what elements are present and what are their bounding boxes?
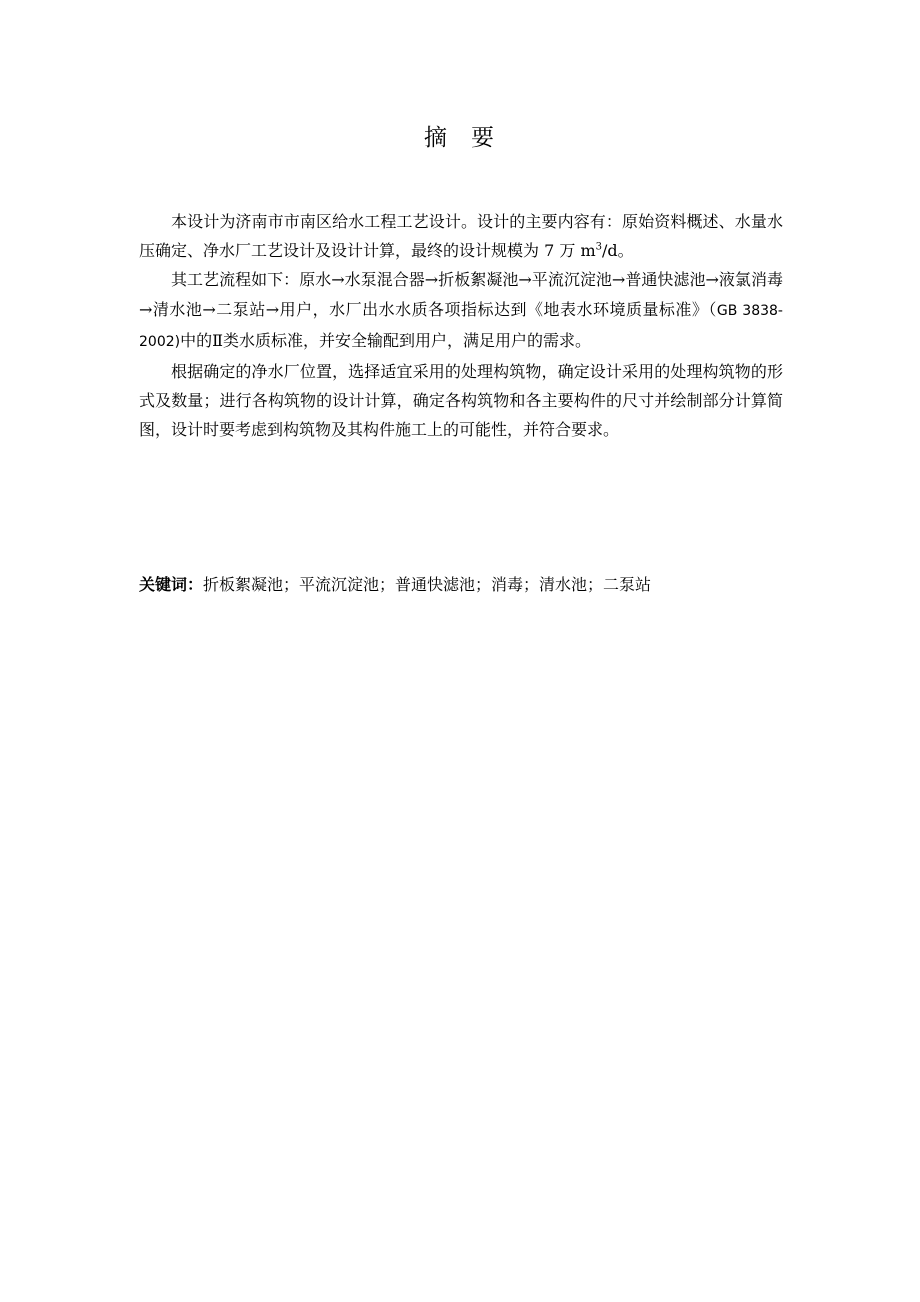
paragraph-1-text: 本设计为济南市市南区给水工程工艺设计。设计的主要内容有：原始资料概述、水量水压确定、净水厂工艺设计及设计计算，最终的设计规模为 7 万 m xyxy=(139,212,783,261)
keywords-text: 折板絮凝池；平流沉淀池；普通快滤池；消毒；清水池；二泵站 xyxy=(203,575,652,594)
paragraph-1-text-end: /d。 xyxy=(602,241,634,261)
standard-code: GB 3838-2002) xyxy=(139,302,783,350)
abstract-paragraph-3: 根据确定的净水厂位置，选择适宜采用的处理构筑物，确定设计采用的处理构筑物的形式及数量；进行各构筑物的设计计算，确定各构筑物和各主要构件的尺寸并绘制部分计算简图，设计时要考虑到构筑物及其构件施工上的可能性，并符合要求。 xyxy=(139,362,783,440)
abstract-paragraph-1 xyxy=(139,207,783,265)
abstract-title-part2: 要 xyxy=(471,125,496,151)
abstract-body xyxy=(139,207,783,445)
paragraph-1-superscript: 3 xyxy=(595,241,602,253)
keywords-line xyxy=(139,570,783,599)
paragraph-2-text: 其工艺流程如下：原水→水泵混合器→折板絮凝池→平流沉淀池→普通快滤池→液氯消毒→清水池→二泵站→用户，水厂出水水质各项指标达到《地表水环境质量标准》（ xyxy=(139,270,783,319)
abstract-paragraph-2 xyxy=(139,265,783,357)
abstract-title-part1: 摘 xyxy=(424,125,449,151)
keywords-label: 关键词： xyxy=(139,575,204,594)
paragraph-2-text-end: 中的Ⅱ类水质标准，并安全输配到用户，满足用户的需求。 xyxy=(180,330,591,350)
abstract-title xyxy=(0,118,920,158)
